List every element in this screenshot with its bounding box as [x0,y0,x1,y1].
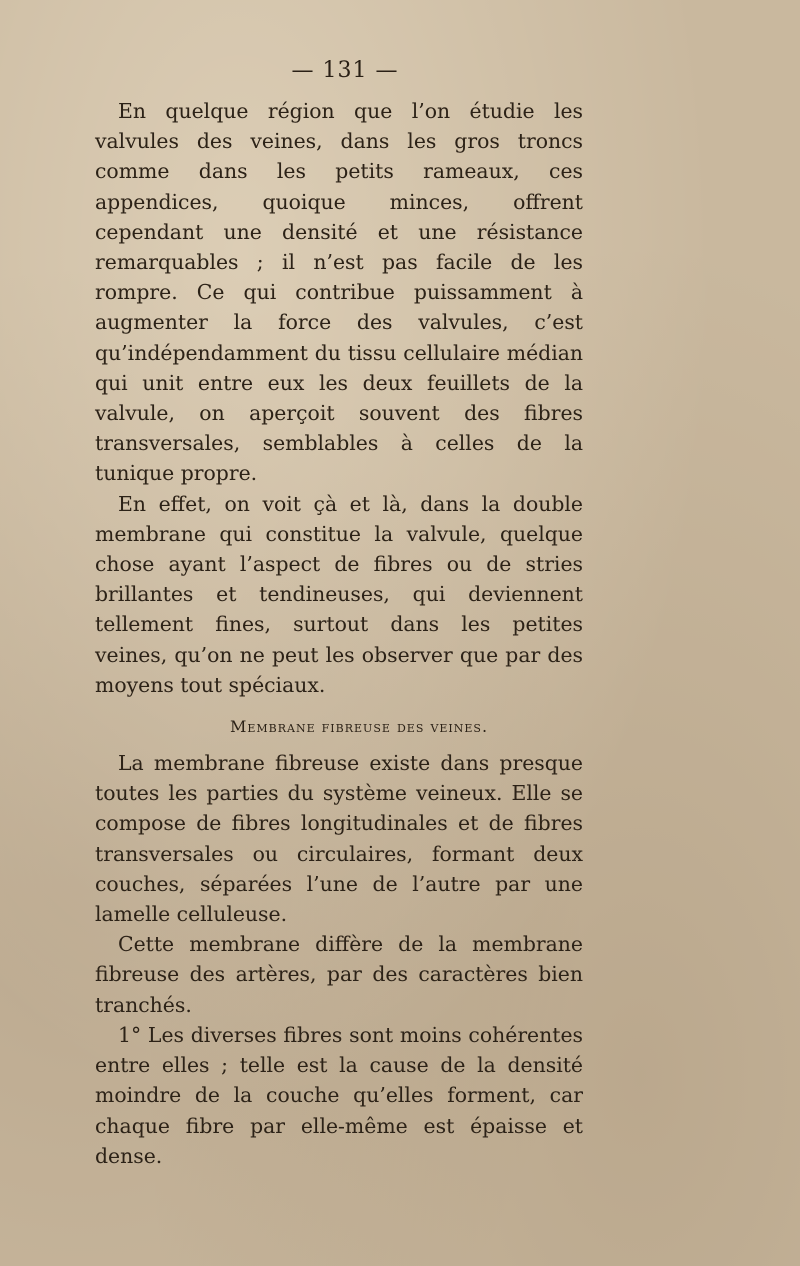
paragraph-point-one: 1° Les diverses fibres sont moins cohérentes entre elles ; telle est la cause de la densité moindre de la couche qu’elles forment, car chaque fibre par elle-même est épaisse et dense. [95,1022,583,1168]
paragraph-differs-arteries: Cette membrane diffère de la membrane fibreuse des artères, par des caractères bien tranchés. [95,932,583,1017]
section-heading: Membrane fibreuse des veines. [229,717,489,737]
paragraph-fibrous-membrane: La membrane fibreuse existe dans presque toutes les parties du système veineux. Elle se compose de fibres longitudinales et de fibres transversales ou circulaires, formant deux couches, séparées l’une de l’autre par une lamelle celluleuse. [95,751,583,927]
paragraph-valvules-density: En quelque région que l’on étudie les valvules des veines, dans les gros troncs comme dans les petits rameaux, ces appendices, quoique minces, offrent cependant une densité et une résistance remarquables ; il n’est pas facile de les rompre. Ce qui contribue puissamment à augmenter la force des valvules, c’est qu’indépendamment du tissu cellulaire médian qui unit entre eux les deux feuillets de la valvule, on aperçoit souvent des fibres transversales, semblables à celles de la tunique propre. [95,99,583,486]
paragraph-double-membrane: En effet, on voit çà et là, dans la double membrane qui constitue la valvule, quelque chose ayant l’aspect de fibres ou de stries brillantes et tendineuses, qui deviennent tellement fines, surtout dans les petites veines, qu’on ne peut les observer que par des moyens tout spéciaux. [95,491,583,697]
page-number: — 131 — [291,58,399,83]
body-text [95,96,583,1171]
